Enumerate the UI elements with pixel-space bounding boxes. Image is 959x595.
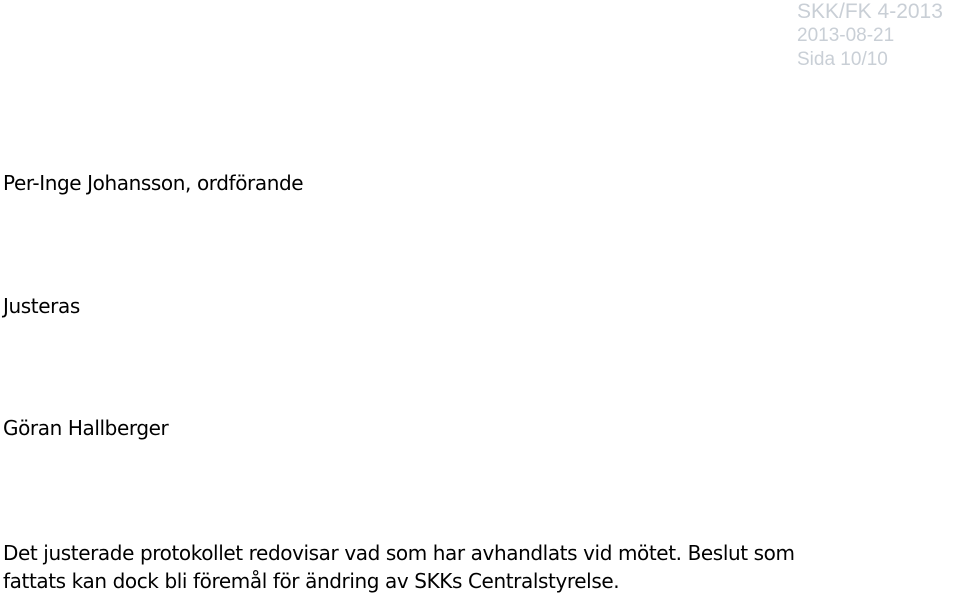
document-date: 2013-08-21 xyxy=(797,25,895,46)
chairman-signature: Per-Inge Johansson, ordförande xyxy=(3,171,304,195)
adjuster-signature: Göran Hallberger xyxy=(3,416,169,440)
protocol-note-line-2: fattats kan dock bli föremål för ändring av SKKs Centralstyrelse. xyxy=(3,569,620,593)
document-reference: SKK/FK 4-2013 xyxy=(797,0,943,23)
protocol-note-line-1: Det justerade protokollet redovisar vad som har avhandlats vid mötet. Beslut som xyxy=(3,541,795,565)
document-header xyxy=(797,0,957,72)
protocol-note xyxy=(3,539,953,595)
adjust-label: Justeras xyxy=(3,294,80,318)
page-number: Sida 10/10 xyxy=(797,49,888,70)
